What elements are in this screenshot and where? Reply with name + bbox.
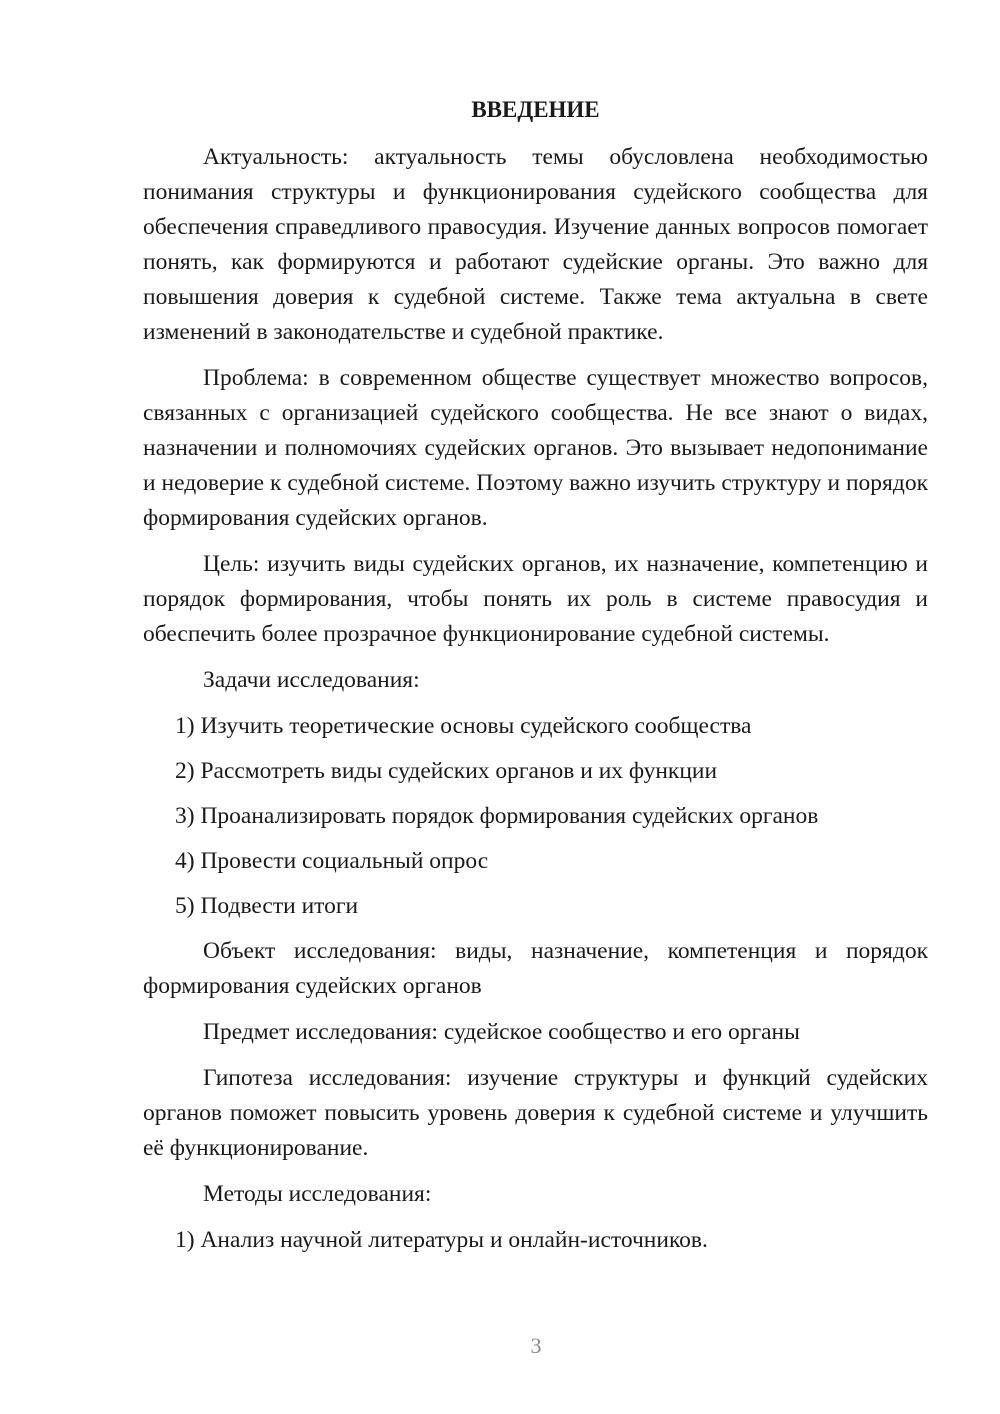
task-item: 3) Проанализировать порядок формирования судейских органов xyxy=(175,803,819,829)
hypothesis-paragraph: Гипотеза исследования: изучение структуры и функций судейских органов поможет повысить уровень доверия к судебной системе и улучшить её функционирование. xyxy=(143,1065,928,1161)
problem-paragraph: Проблема: в современном обществе существует множество вопросов, связанных с организацией судейского сообщества. Не все знают о видах, назначении и полномочиях судейских органов. Это вызывает недопонимание и недоверие к судебной системе. Поэтому важно изучить структуру и порядок формирования судейских органов. xyxy=(143,365,928,531)
section-title: ВВЕДЕНИЕ xyxy=(471,97,600,122)
goal-paragraph: Цель: изучить виды судейских органов, их назначение, компетенцию и порядок формирования, чтобы понять их роль в системе правосудия и обеспечить более прозрачное функционирование судебной системы. xyxy=(143,551,928,647)
method-item: 1) Анализ научной литературы и онлайн-источников. xyxy=(175,1227,708,1253)
methods-heading: Методы исследования: xyxy=(203,1181,432,1207)
subject-paragraph: Предмет исследования: судейское сообщество и его органы xyxy=(203,1019,800,1045)
object-paragraph: Объект исследования: виды, назначение, компетенция и порядок формирования судейских органов xyxy=(143,938,928,999)
page-number: 3 xyxy=(530,1333,542,1358)
task-item: 5) Подвести итоги xyxy=(175,893,359,919)
task-item: 1) Изучить теоретические основы судейского сообщества xyxy=(175,713,752,739)
relevance-paragraph: Актуальность: актуальность темы обусловлена необходимостью понимания структуры и функционирования судейского сообщества для обеспечения справедливого правосудия. Изучение данных вопросов помогает понять, как формируются и работают судейские органы. Это важно для повышения доверия к судебной системе. Также тема актуальна в свете изменений в законодательстве и судебной практике. xyxy=(143,144,928,345)
task-item: 4) Провести социальный опрос xyxy=(175,848,489,874)
tasks-heading: Задачи исследования: xyxy=(203,667,420,693)
task-item: 2) Рассмотреть виды судейских органов и их функции xyxy=(175,758,718,784)
page-content xyxy=(143,94,928,1268)
